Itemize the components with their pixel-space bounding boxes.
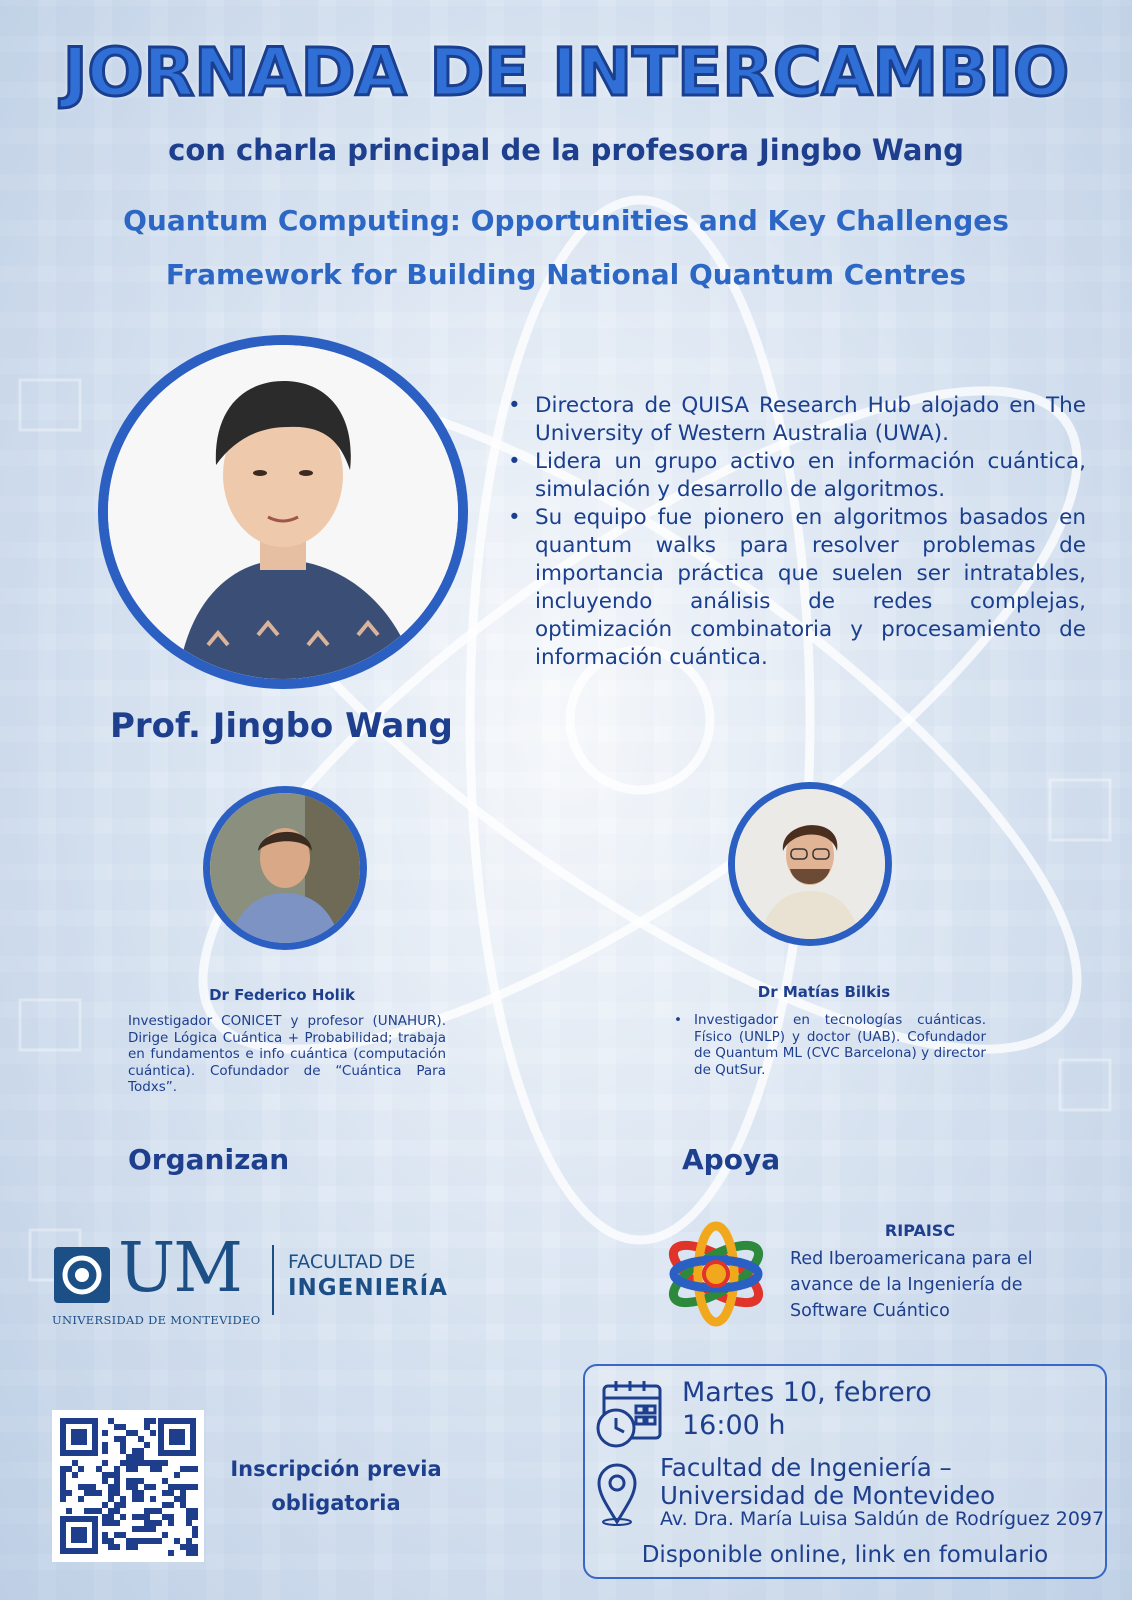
qr-module <box>126 1484 132 1490</box>
qr-module <box>126 1478 132 1484</box>
qr-module <box>120 1502 126 1508</box>
qr-module <box>114 1466 120 1472</box>
qr-module <box>120 1532 126 1538</box>
qr-module <box>144 1484 150 1490</box>
qr-module <box>102 1502 108 1508</box>
qr-module <box>132 1514 138 1520</box>
qr-module <box>114 1520 120 1526</box>
qr-module <box>156 1508 162 1514</box>
qr-module <box>186 1550 192 1556</box>
qr-module <box>150 1538 156 1544</box>
qr-module <box>114 1436 120 1442</box>
qr-module <box>192 1526 198 1532</box>
qr-module <box>132 1430 138 1436</box>
organizers-heading: Organizan <box>128 1143 290 1176</box>
qr-module <box>96 1490 102 1496</box>
talk-title-line-1: Quantum Computing: Opportunities and Key Challenges <box>123 204 1009 237</box>
qr-module <box>180 1544 186 1550</box>
qr-module <box>132 1538 138 1544</box>
qr-module <box>78 1466 84 1472</box>
qr-module <box>144 1442 150 1448</box>
qr-module <box>144 1460 150 1466</box>
qr-module <box>72 1460 78 1466</box>
qr-module <box>192 1508 198 1514</box>
qr-module <box>168 1490 174 1496</box>
qr-module <box>102 1442 108 1448</box>
holik-photo <box>203 786 367 950</box>
qr-module <box>186 1484 192 1490</box>
qr-module <box>102 1538 108 1544</box>
qr-module <box>192 1544 198 1550</box>
qr-module <box>108 1484 114 1490</box>
qr-module <box>114 1508 120 1514</box>
qr-module <box>186 1466 192 1472</box>
qr-module <box>96 1508 102 1514</box>
qr-module <box>168 1514 174 1520</box>
qr-module <box>150 1508 156 1514</box>
calendar-clock-icon <box>594 1378 666 1450</box>
qr-module <box>66 1490 72 1496</box>
bio-item: • Lidera un grupo activo en información cuántica, simulación y desarrollo de algoritmos. <box>502 448 1086 504</box>
qr-module <box>102 1532 108 1538</box>
qr-module <box>186 1538 192 1544</box>
qr-module <box>102 1478 108 1484</box>
registration-label: Inscripción previa obligatoria <box>230 1457 442 1515</box>
qr-module <box>114 1532 120 1538</box>
bilkis-bio <box>664 1012 986 1078</box>
qr-module <box>162 1502 168 1508</box>
poster-subtitle: con charla principal de la profesora Jingbo Wang <box>168 133 964 167</box>
qr-module <box>60 1466 66 1472</box>
qr-module <box>156 1538 162 1544</box>
qr-module <box>138 1460 144 1466</box>
qr-module <box>192 1466 198 1472</box>
qr-module <box>150 1484 156 1490</box>
qr-module <box>114 1502 120 1508</box>
qr-module <box>120 1460 126 1466</box>
qr-module <box>150 1466 156 1472</box>
qr-module <box>138 1478 144 1484</box>
qr-module <box>144 1424 150 1430</box>
um-logo-text: UM <box>118 1229 241 1308</box>
qr-module <box>126 1460 132 1466</box>
qr-module <box>114 1484 120 1490</box>
qr-module <box>156 1520 162 1526</box>
qr-module <box>162 1514 168 1520</box>
qr-module <box>168 1520 174 1526</box>
qr-module <box>108 1472 114 1478</box>
qr-module <box>120 1496 126 1502</box>
qr-module <box>102 1448 108 1454</box>
qr-module <box>108 1520 114 1526</box>
qr-module <box>150 1496 156 1502</box>
qr-module <box>174 1472 180 1478</box>
qr-module <box>102 1460 108 1466</box>
qr-module <box>96 1466 102 1472</box>
faculty-line-2: INGENIERÍA <box>288 1275 448 1301</box>
qr-module <box>180 1502 186 1508</box>
qr-module <box>132 1526 138 1532</box>
qr-module <box>60 1472 66 1478</box>
qr-module <box>186 1544 192 1550</box>
qr-module <box>156 1460 162 1466</box>
qr-module <box>180 1484 186 1490</box>
holik-bio: Investigador CONICET y profesor (UNAHUR). Dirige Lógica Cuántica + Probabilidad; trabaja en fundamentos e info cuántica (computación cuántica). Cofundador de “Cuántica Para Todxs”. <box>128 1013 446 1095</box>
qr-module <box>192 1514 198 1520</box>
qr-module <box>108 1514 114 1520</box>
qr-module <box>144 1520 150 1526</box>
qr-module <box>78 1496 84 1502</box>
qr-module <box>84 1484 90 1490</box>
qr-module <box>138 1436 144 1442</box>
qr-module <box>138 1514 144 1520</box>
qr-module <box>60 1496 66 1502</box>
qr-module <box>126 1454 132 1460</box>
qr-module <box>138 1448 144 1454</box>
qr-module <box>150 1460 156 1466</box>
qr-module <box>132 1460 138 1466</box>
um-emblem-icon <box>52 1245 112 1305</box>
qr-module <box>132 1466 138 1472</box>
qr-module <box>132 1454 138 1460</box>
qr-module <box>180 1466 186 1472</box>
qr-module <box>186 1520 192 1526</box>
faculty-line-1: FACULTAD DE <box>288 1251 416 1273</box>
qr-module <box>150 1430 156 1436</box>
ripaisc-atom-logo-icon <box>664 1218 768 1330</box>
logo-divider <box>272 1245 274 1315</box>
portrait-illustration <box>210 793 360 943</box>
qr-module <box>126 1430 132 1436</box>
bio-item: • Directora de QUISA Research Hub alojado en The University of Western Australia (UWA). <box>502 392 1086 448</box>
registration-qr-code[interactable] <box>52 1410 204 1562</box>
qr-module <box>192 1484 198 1490</box>
qr-module <box>132 1448 138 1454</box>
main-speaker-name: Prof. Jingbo Wang <box>110 706 453 746</box>
qr-module <box>66 1466 72 1472</box>
qr-module <box>108 1490 114 1496</box>
qr-module <box>102 1430 108 1436</box>
qr-module <box>114 1424 120 1430</box>
event-date: Martes 10, febrero <box>682 1377 932 1408</box>
qr-module <box>120 1514 126 1520</box>
qr-module <box>174 1538 180 1544</box>
qr-module <box>126 1544 132 1550</box>
qr-module <box>60 1478 66 1484</box>
main-speaker-photo <box>98 335 468 689</box>
qr-module <box>180 1490 186 1496</box>
qr-module <box>114 1490 120 1496</box>
qr-module <box>108 1418 114 1424</box>
um-logo-subtext: UNIVERSIDAD DE MONTEVIDEO <box>52 1313 261 1327</box>
qr-module <box>120 1442 126 1448</box>
qr-module <box>174 1484 180 1490</box>
qr-module <box>168 1550 174 1556</box>
holik-name: Dr Federico Holik <box>209 986 355 1004</box>
qr-module <box>150 1418 156 1424</box>
bio-item: • Investigador en tecnologías cuánticas. Físico (UNLP) y doctor (UAB). Cofundador de Quantum ML (CVC Barcelona) y director de QutSur. <box>664 1012 986 1078</box>
qr-module <box>150 1520 156 1526</box>
qr-module <box>144 1508 150 1514</box>
qr-module <box>72 1472 78 1478</box>
qr-module <box>90 1490 96 1496</box>
qr-module <box>102 1472 108 1478</box>
qr-module <box>162 1532 168 1538</box>
online-availability: Disponible online, link en fomulario <box>641 1542 1049 1568</box>
bilkis-photo <box>728 782 892 946</box>
qr-module <box>84 1508 90 1514</box>
qr-module <box>132 1484 138 1490</box>
qr-module <box>138 1526 144 1532</box>
poster-title: JORNADA DE INTERCAMBIO <box>62 34 1070 111</box>
qr-module <box>78 1484 84 1490</box>
qr-module <box>144 1538 150 1544</box>
qr-module <box>108 1544 114 1550</box>
qr-module <box>156 1466 162 1472</box>
event-time: 16:00 h <box>682 1410 786 1441</box>
qr-code-icon <box>52 1410 204 1562</box>
qr-module <box>114 1544 120 1550</box>
qr-module <box>186 1514 192 1520</box>
ripaisc-description: Red Iberoamericana para el avance de la Ingeniería de Software Cuántico <box>790 1249 1033 1321</box>
qr-module <box>168 1484 174 1490</box>
qr-module <box>66 1508 72 1514</box>
qr-module <box>90 1484 96 1490</box>
qr-module <box>162 1478 168 1484</box>
qr-module <box>60 1490 66 1496</box>
qr-module <box>114 1478 120 1484</box>
qr-module <box>144 1418 150 1424</box>
qr-module <box>162 1490 168 1496</box>
qr-module <box>114 1472 120 1478</box>
qr-module <box>138 1454 144 1460</box>
qr-module <box>144 1526 150 1532</box>
qr-module <box>174 1496 180 1502</box>
qr-module <box>138 1490 144 1496</box>
qr-module <box>192 1550 198 1556</box>
qr-module <box>132 1478 138 1484</box>
qr-module <box>60 1484 66 1490</box>
ripaisc-name: RIPAISC <box>884 1221 956 1240</box>
support-heading: Apoya <box>682 1143 781 1176</box>
qr-module <box>138 1496 144 1502</box>
portrait-illustration <box>108 345 458 679</box>
qr-module <box>132 1496 138 1502</box>
talk-title-line-2: Framework for Building National Quantum Centres <box>165 258 967 291</box>
portrait-illustration <box>735 789 885 939</box>
event-venue: Facultad de Ingeniería – Universidad de Montevideo <box>660 1453 996 1510</box>
main-speaker-bio <box>502 392 1086 672</box>
qr-module <box>108 1508 114 1514</box>
qr-module <box>168 1502 174 1508</box>
qr-module <box>108 1538 114 1544</box>
qr-module <box>132 1544 138 1550</box>
qr-module <box>120 1448 126 1454</box>
qr-module <box>180 1496 186 1502</box>
bilkis-name: Dr Matías Bilkis <box>757 983 891 1001</box>
qr-module <box>120 1436 126 1442</box>
qr-module <box>108 1496 114 1502</box>
qr-module <box>192 1532 198 1538</box>
qr-module <box>126 1466 132 1472</box>
qr-module <box>162 1460 168 1466</box>
qr-module <box>186 1508 192 1514</box>
qr-module <box>132 1490 138 1496</box>
bio-item: • Su equipo fue pionero en algoritmos basados en quantum walks para resolver problemas de importancia práctica que suelen ser intratables, incluyendo análisis de redes complejas, optimización combinatoria y procesamiento de información cuántica. <box>502 504 1086 672</box>
location-pin-icon <box>594 1460 640 1526</box>
qr-module <box>138 1538 144 1544</box>
qr-module <box>90 1508 96 1514</box>
qr-module <box>102 1514 108 1520</box>
qr-module <box>144 1514 150 1520</box>
qr-module <box>120 1424 126 1430</box>
universidad-de-montevideo-logo <box>52 1229 472 1331</box>
qr-module <box>84 1490 90 1496</box>
qr-module <box>150 1526 156 1532</box>
qr-module <box>102 1520 108 1526</box>
event-address: Av. Dra. María Luisa Saldún de Rodríguez 2097 <box>660 1508 1105 1530</box>
qr-module <box>126 1538 132 1544</box>
